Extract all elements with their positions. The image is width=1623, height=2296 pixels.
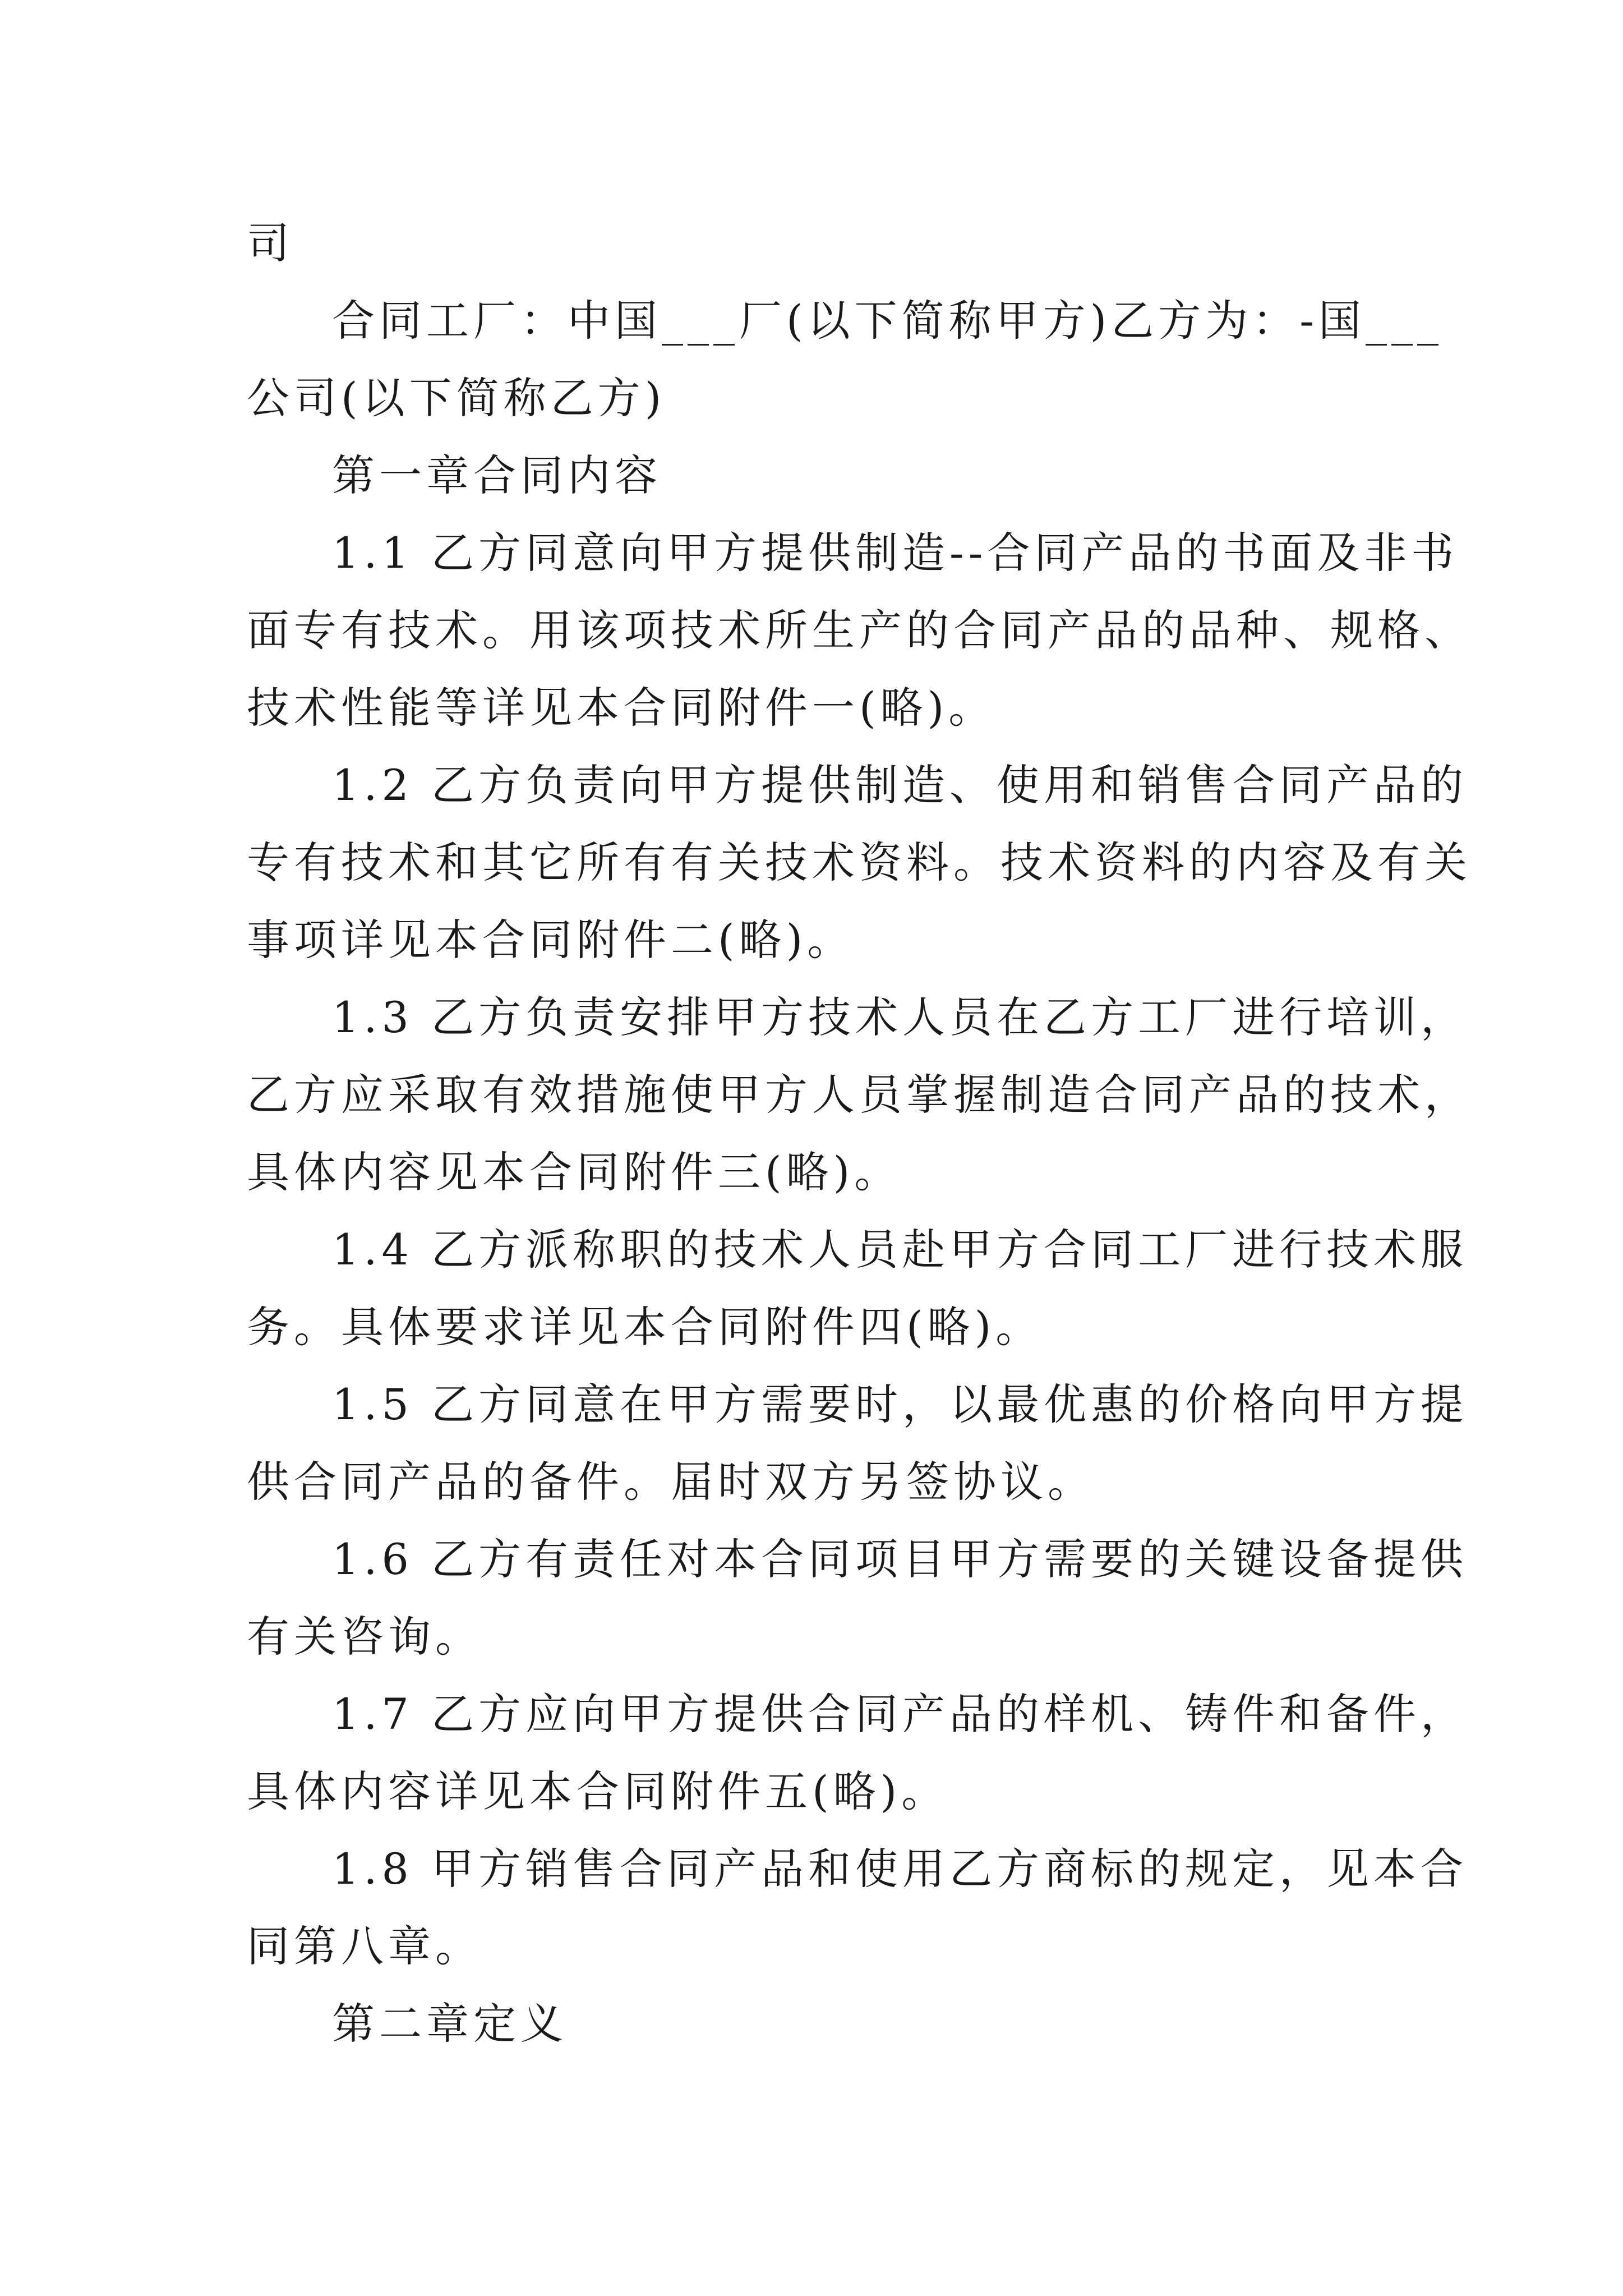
text-line: 司 [247, 218, 294, 268]
text-line: 同第八章。 [247, 1921, 482, 1971]
text-line: 1.3 乙方负责安排甲方技术人员在乙方工厂进行培训， [332, 992, 1468, 1042]
text-line: 1.5 乙方同意在甲方需要时，以最优惠的价格向甲方提 [332, 1379, 1468, 1429]
text-line: 1.4 乙方派称职的技术人员赴甲方合同工厂进行技术服 [332, 1225, 1468, 1274]
text-line: 1.1 乙方同意向甲方提供制造--合同产品的书面及非书 [332, 528, 1459, 578]
text-line: 务。具体要求详见本合同附件四(略)。 [247, 1302, 1043, 1352]
text-line: 具体内容详见本合同附件五(略)。 [247, 1766, 949, 1816]
text-line: 1.2 乙方负责向甲方提供制造、使用和销售合同产品的 [332, 760, 1468, 810]
text-line: 事项详见本合同附件二(略)。 [247, 915, 855, 965]
chapter-heading: 第一章合同内容 [332, 450, 662, 500]
text-line: 专有技术和其它所有有关技术资料。技术资料的内容及有关 [247, 838, 1472, 887]
text-line: 具体内容见本合同附件三(略)。 [247, 1147, 902, 1197]
text-line: 公司(以下简称乙方) [247, 373, 666, 423]
text-line: 供合同产品的备件。届时双方另签协议。 [247, 1457, 1095, 1507]
text-line: 乙方应采取有效措施使甲方人员掌握制造合同产品的技术， [247, 1070, 1472, 1120]
text-line: 面专有技术。用该项技术所生产的合同产品的品种、规格、 [247, 605, 1472, 655]
text-line: 有关咨询。 [247, 1612, 482, 1662]
chapter-heading: 第二章定义 [332, 1999, 568, 2049]
document-body [247, 205, 1472, 2063]
text-line: 1.7 乙方应向甲方提供合同产品的样机、铸件和备件， [332, 1689, 1468, 1739]
text-line: 1.6 乙方有责任对本合同项目甲方需要的关键设备提供 [332, 1534, 1468, 1584]
text-line: 技术性能等详见本合同附件一(略)。 [247, 683, 996, 733]
text-line: 合同工厂：中国___厂(以下简称甲方)乙方为：-国___ [332, 296, 1443, 346]
text-line: 1.8 甲方销售合同产品和使用乙方商标的规定，见本合 [332, 1844, 1468, 1894]
